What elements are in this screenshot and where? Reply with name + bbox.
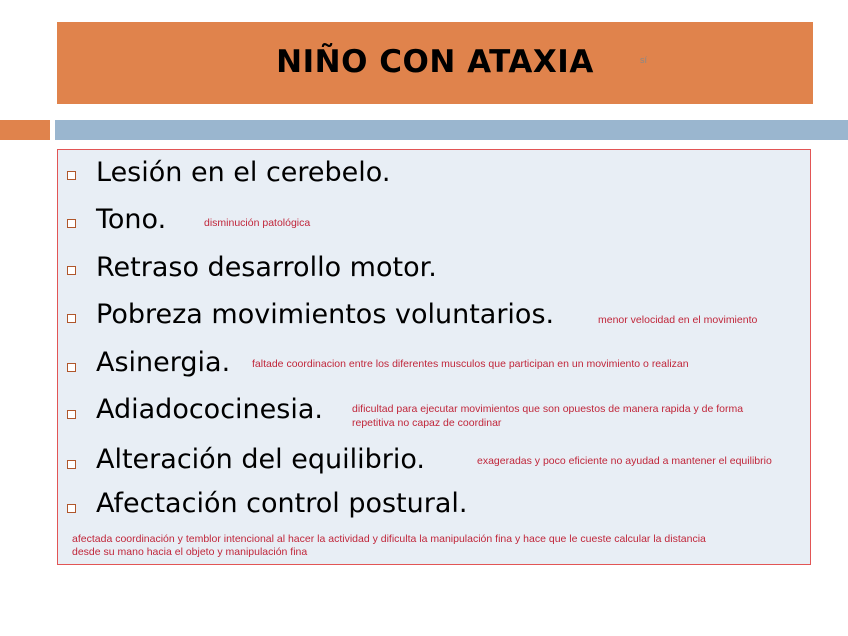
square-bullet-icon — [67, 363, 76, 372]
square-bullet-icon — [67, 171, 76, 180]
footer-note-line: afectada coordinación y temblor intencional al hacer la actividad y dificulta la manipulación fina y hace que le cueste calcular la distancia — [72, 533, 706, 545]
bullet-item — [0, 344, 848, 388]
bullet-item — [0, 297, 848, 341]
bullet-label: Retraso desarrollo motor. — [96, 252, 437, 283]
handwritten-note-continued: repetitiva no capaz de coordinar — [352, 417, 502, 429]
accent-bar-blue — [55, 120, 848, 140]
bullet-label: Adiadococinesia. — [96, 394, 323, 425]
bullet-item — [0, 202, 848, 246]
handwritten-note: disminución patológica — [204, 217, 311, 229]
square-bullet-icon — [67, 504, 76, 513]
handwritten-note: exageradas y poco eficiente no ayudad a mantener el equilibrio — [477, 455, 772, 467]
bullet-label: Tono. — [96, 204, 167, 235]
bullet-label: Asinergia. — [96, 347, 231, 378]
square-bullet-icon — [67, 219, 76, 228]
bullet-item — [0, 486, 848, 530]
footer-note-line: desde su mano hacia el objeto y manipulación fina — [72, 546, 308, 558]
bullet-item — [0, 392, 848, 436]
bullet-item — [0, 442, 848, 486]
accent-bar-orange — [0, 120, 50, 140]
bullet-label: Pobreza movimientos voluntarios. — [96, 299, 555, 330]
square-bullet-icon — [67, 410, 76, 419]
handwritten-note: faltade coordinacion entre los diferentes musculos que participan en un movimiento o realizan — [252, 358, 689, 370]
bullet-label: Lesión en el cerebelo. — [96, 157, 391, 188]
handwritten-note: dificultad para ejecutar movimientos que son opuestos de manera rapida y de forma — [352, 403, 744, 415]
bullet-item — [0, 155, 848, 199]
square-bullet-icon — [67, 314, 76, 323]
footer-note — [72, 533, 832, 559]
bullet-label: Alteración del equilibrio. — [96, 444, 425, 475]
square-bullet-icon — [67, 266, 76, 275]
title-annotation: sí — [640, 55, 648, 65]
slide-title: NIÑO CON ATAXIA — [276, 44, 594, 80]
bullet-item — [0, 250, 848, 294]
square-bullet-icon — [67, 460, 76, 469]
bullet-label: Afectación control postural. — [96, 488, 468, 519]
handwritten-note: menor velocidad en el movimiento — [598, 314, 758, 326]
